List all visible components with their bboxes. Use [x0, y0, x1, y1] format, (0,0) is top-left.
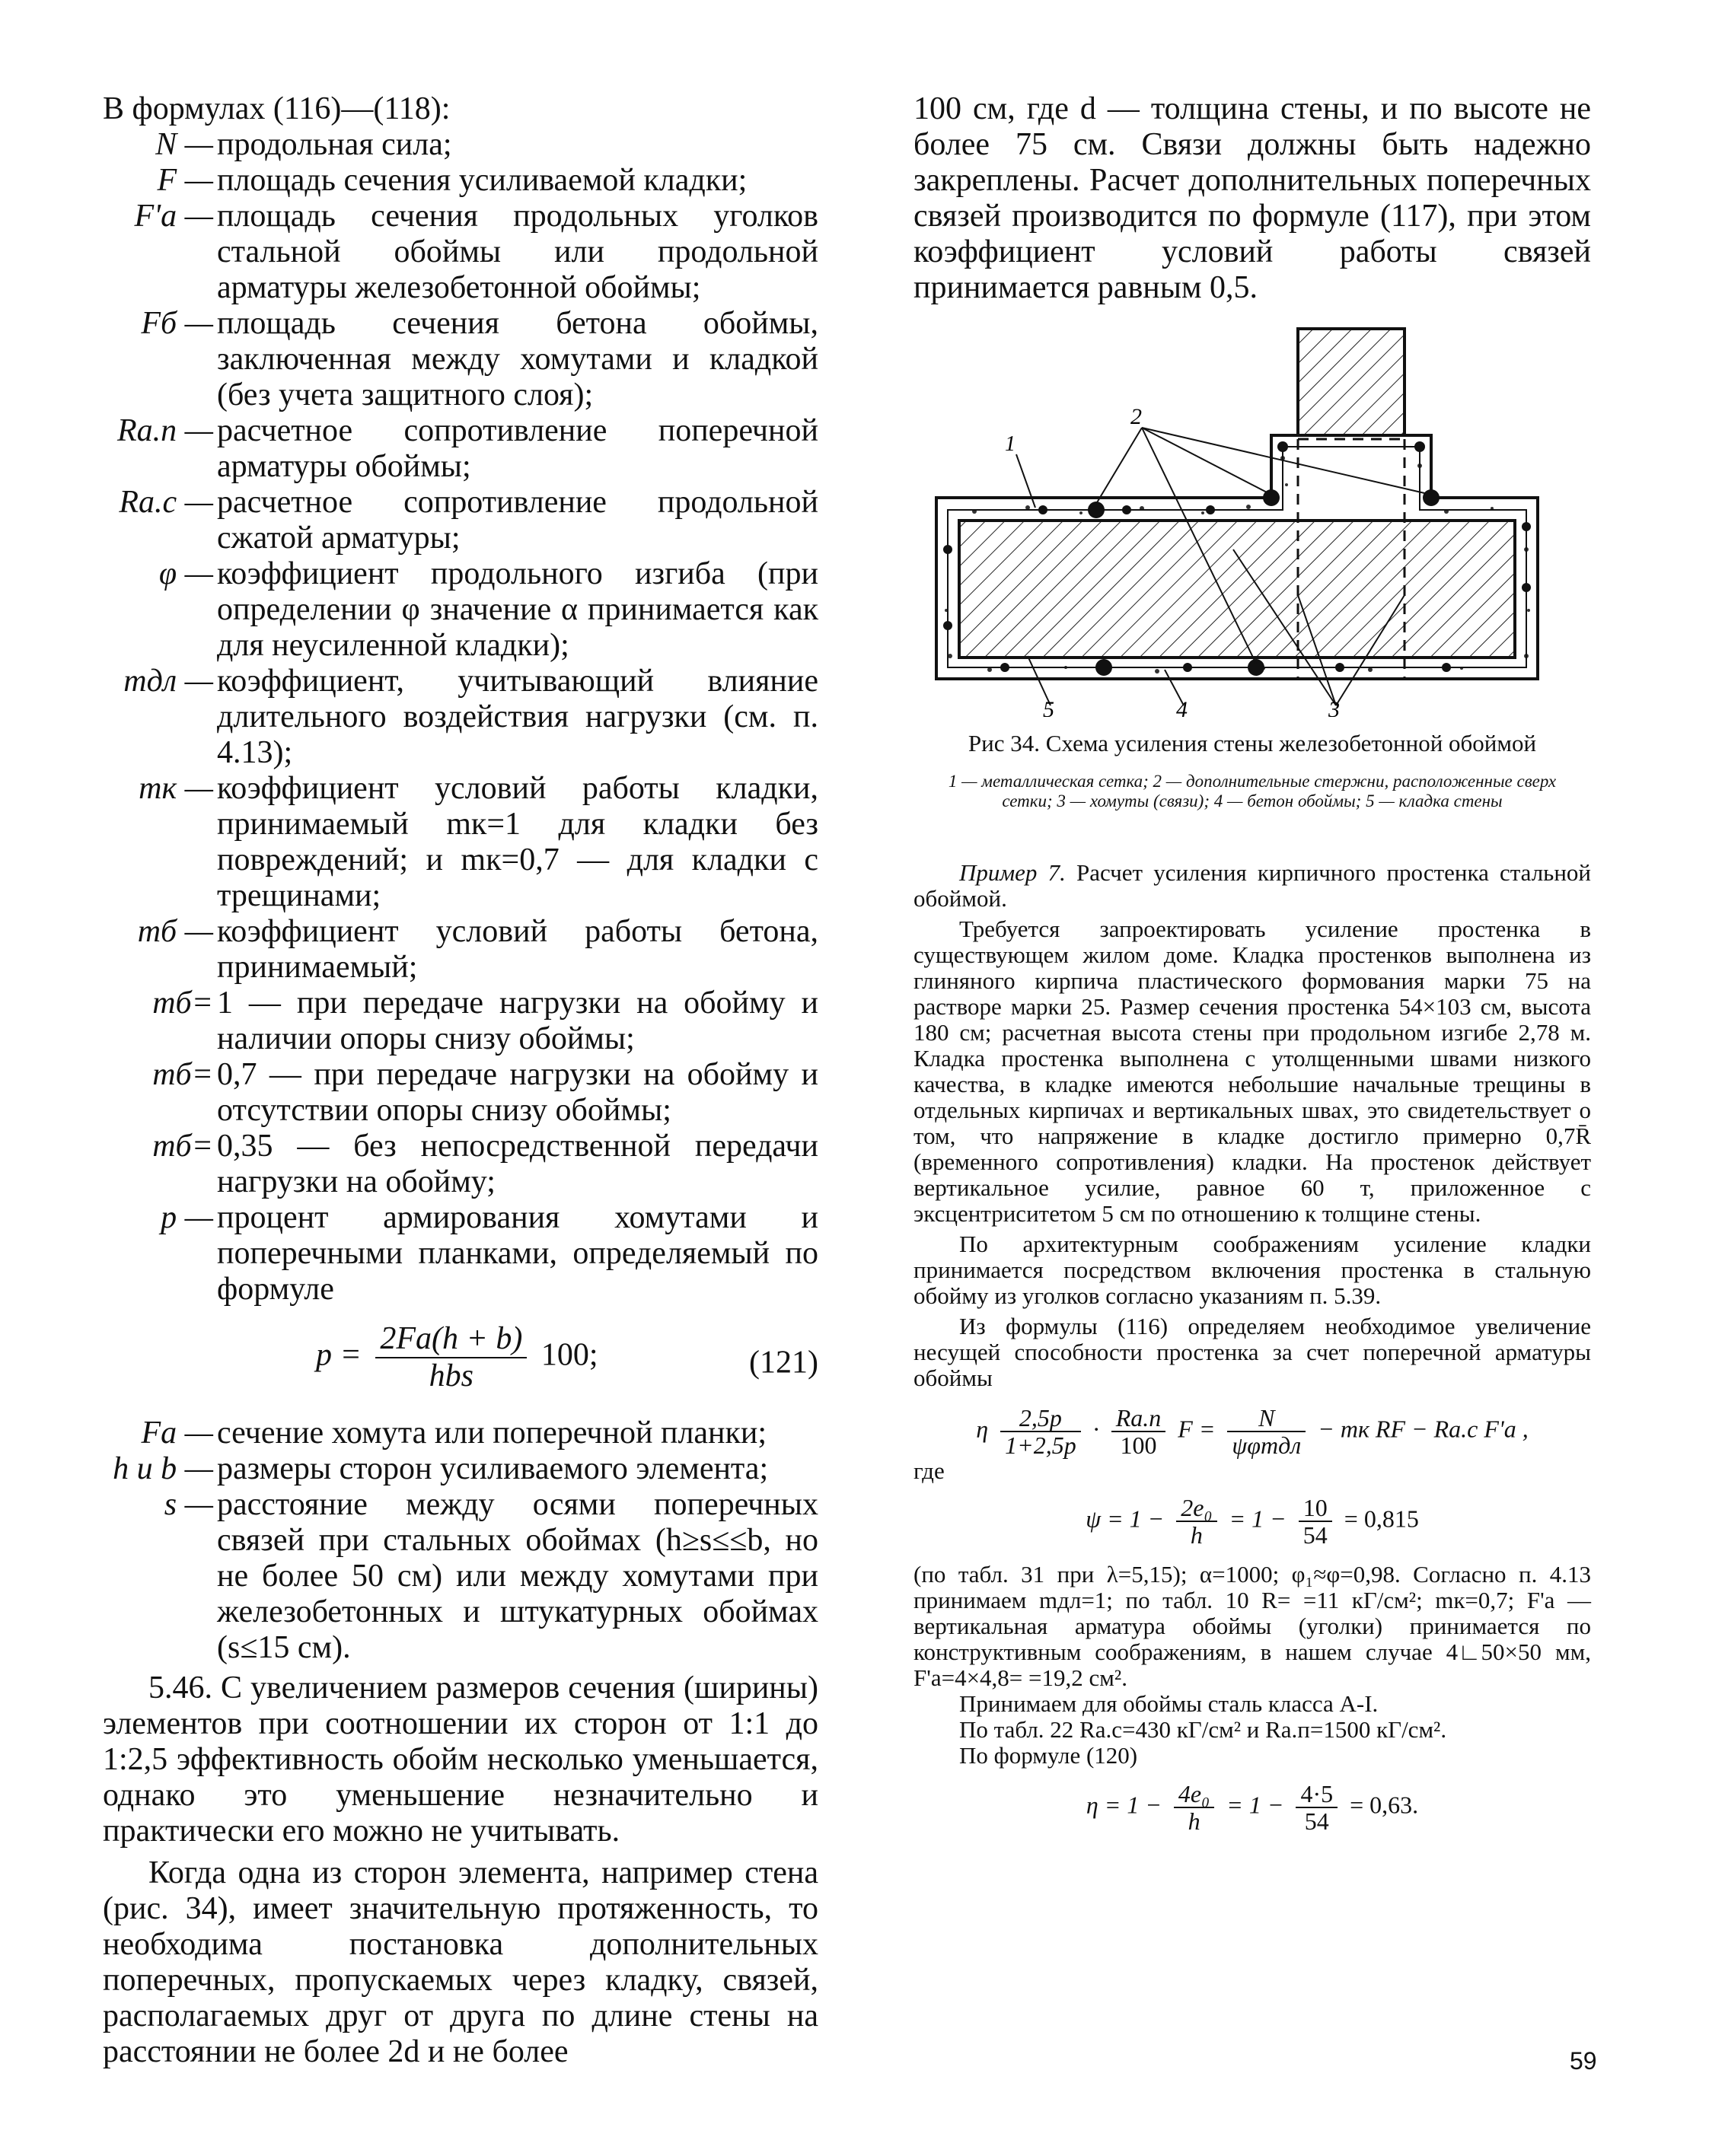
definition-text: сечение хомута или поперечной планки; [217, 1416, 767, 1451]
eq3-mid: = 1 − [1226, 1791, 1284, 1819]
definition-symbol: mб= [152, 1057, 213, 1092]
definition-item [103, 664, 818, 771]
example-block [913, 860, 1591, 1834]
page-number: 59 [1570, 2047, 1597, 2075]
definition-item [103, 914, 818, 986]
definition-item [103, 413, 818, 485]
fig-label-1: 1 [1005, 432, 1016, 456]
eq1-frac2-num: Rа.п [1111, 1405, 1166, 1432]
definition-text: площадь сечения продольных уголков стальной обоймы или продольной арматуры железобетонной обоймы; [217, 199, 818, 305]
eq3-frac1-num: 4e₀ [1174, 1781, 1214, 1808]
formula-121-lhs: p = [316, 1337, 362, 1373]
definition-item [103, 127, 818, 163]
equation-eta [913, 1405, 1591, 1458]
definition-item [103, 1129, 818, 1200]
definition-text: расчетное сопротивление поперечной арматуры обоймы; [217, 413, 818, 484]
fig-label-4: 4 [1176, 697, 1188, 717]
definition-symbol: h и b — [113, 1451, 213, 1486]
definition-symbol: mк — [139, 771, 213, 806]
example-title: Пример 7. [959, 859, 1066, 886]
definitions-list-2 [103, 1416, 818, 1666]
eq2-post: = 0,815 [1344, 1505, 1419, 1533]
eq1-frac3-den: ψφmдл [1232, 1431, 1302, 1459]
table-paragraph: (по табл. 31 при λ=5,15); α=1000; φ₁≈φ=0,98. Согласно п. 4.13 принимаем mдл=1; по табл. 10 R= =11 кГ/см²; mк=0,7; F'а — вертикальная арматура обоймы (уголки) принимается по конструктивным соображениям, в нашем случае 4∟50×50 мм, F'а=4×4,8= =19,2 см². [913, 1561, 1591, 1691]
definition-symbol: F — [157, 163, 213, 198]
definition-symbol: N — [155, 127, 213, 162]
example-paragraph-1: Требуется запроектировать усиление простенка в существующем жилом доме. Кладка простенков выполнена из глиняного кирпича пластического формования марки 75 на растворе марки 25. Размер сечения простенка 54×103 см, высота 180 см; расчетная высота стены при продольном изгибе 2,78 м. Кладка простенка выполнена с утолщенными швами низкого качества, в кладке имеются небольшие начальные трещины в отдельных кирпичах и вертикальных швах, это свидетельствует о том, что напряжение в кладке достигло примерно 0,7R̄ (временного сопротивления) кладки. На простенок действует вертикальное усилие, равное 60 т, приложенное с эксцентриситетом 5 см по отношению к толщине стены. [913, 916, 1591, 1227]
figure-legend: 1 — металлическая сетка; 2 — дополнительные стержни, расположенные сверх сетки; 3 — хомуты (связи); 4 — бетон обоймы; 5 — кладка стены [948, 772, 1557, 810]
eq3-frac1-den: h [1188, 1807, 1200, 1835]
definition-symbol: Fа — [141, 1416, 213, 1451]
fig-label-2: 2 [1130, 404, 1142, 429]
definition-text: размеры сторон усиливаемого элемента; [217, 1451, 769, 1486]
formula-121-number: (121) [749, 1345, 818, 1381]
definition-symbol: p — [161, 1200, 213, 1235]
eq2-pre: ψ = 1 − [1086, 1505, 1165, 1533]
definition-item [103, 771, 818, 914]
example-paragraph-2: По архитектурным соображениям усиление кладки принимается посредством включения простенка в стальную обойму из уголков согласно указаниям п. 5.39. [913, 1231, 1591, 1309]
example-paragraph-3: Из формулы (116) определяем необходимое увеличение несущей способности простенка за счет поперечной арматуры обоймы [913, 1313, 1591, 1391]
definition-text: 1 — при передаче нагрузки на обойму и наличии опоры снизу обоймы; [217, 986, 818, 1056]
definition-symbol: mдл — [123, 664, 213, 699]
where-label: где [913, 1457, 945, 1484]
equation-psi [913, 1495, 1591, 1548]
definition-text: коэффициент, учитывающий влияние длительного воздействия нагрузки (см. п. 4.13); [217, 664, 818, 770]
definition-item [103, 1416, 818, 1451]
definition-text: 0,7 — при передаче нагрузки на обойму и отсутствии опоры снизу обоймы; [217, 1057, 818, 1128]
definition-symbol: mб= [152, 986, 213, 1021]
definition-item [103, 986, 818, 1057]
formula-121-fraction [375, 1321, 527, 1394]
eq1-mid: F = [1178, 1415, 1216, 1443]
definition-text: расстояние между осями поперечных связей при стальных обоймах (h≥s≤≤b, но не более 50 см) или между хомутами при железобетонных и штукатурных обоймах (s≤15 см). [217, 1487, 818, 1665]
definition-item [103, 1487, 818, 1666]
eq3-pre: η = 1 − [1086, 1791, 1162, 1819]
eq3-frac2-den: 54 [1304, 1807, 1329, 1835]
wall-reinforcement-diagram [913, 321, 1591, 717]
eq1-dot: · [1092, 1415, 1099, 1443]
definition-symbol: Fб — [141, 306, 213, 341]
fig-label-3: 3 [1328, 697, 1340, 717]
formula-120-ref: По формуле (120) [959, 1742, 1138, 1769]
right-column [913, 91, 1591, 1834]
definition-text: 0,35 — без непосредственной передачи нагрузки на обойму; [217, 1129, 818, 1199]
definition-item [103, 1200, 818, 1307]
eq2-frac2-den: 54 [1302, 1521, 1328, 1549]
definition-text: коэффициент условий работы бетона, принимаемый; [217, 914, 818, 985]
eq1-frac3-num: N [1227, 1405, 1306, 1432]
steel-class: Принимаем для обоймы сталь класса А-I. [959, 1690, 1379, 1717]
eq3-post: = 0,63. [1350, 1791, 1419, 1819]
fig-label-5: 5 [1043, 697, 1054, 717]
eq1-frac1-den: 1+2,5p [1005, 1431, 1076, 1459]
definition-symbol: F'а — [134, 199, 213, 234]
paragraph-5-46: 5.46. С увеличением размеров сечения (ширины) элементов при соотношении их сторон от 1:1 до 1:2,5 эффективность обойм несколько уменьшается, однако это уменьшение незначительно и практически его можно не учитывать. [103, 1670, 818, 1849]
figure-caption: Рис 34. Схема усиления стены железобетонной обоймой [968, 730, 1537, 756]
definition-text: коэффициент продольного изгиба (при определении φ значение α принимается как для неусиленной кладки); [217, 556, 818, 663]
paragraph-continued: 100 см, где d — толщина стены, и по высоте не более 75 см. Связи должны быть надежно закреплены. Расчет дополнительных поперечных связей производится по формуле (117), при этом коэффициент условий работы связей принимается равным 0,5. [913, 91, 1591, 305]
eq2-frac1-num: 2e₀ [1176, 1495, 1216, 1522]
definition-item [103, 556, 818, 664]
definition-text: площадь сечения усиливаемой кладки; [217, 163, 748, 198]
example-title-rest: Расчет усиления кирпичного простенка стальной обоймой. [913, 859, 1591, 912]
definition-symbol: Rа.п — [117, 413, 213, 448]
definition-symbol: φ — [158, 556, 213, 591]
definition-item [103, 1451, 818, 1487]
table-22: По табл. 22 Rа.с=430 кГ/см² и Rа.п=1500 кГ/см². [959, 1716, 1447, 1743]
definition-symbol: mб= [152, 1129, 213, 1164]
formula-121-num: 2Fа(h + b) [375, 1321, 527, 1358]
formula-121-den: hbs [429, 1358, 474, 1393]
definition-text: коэффициент условий работы кладки, принимаемый mк=1 для кладки без повреждений; и mк=0,7 — для кладки с трещинами; [217, 771, 818, 913]
left-column [103, 91, 818, 2070]
definition-text: продольная сила; [217, 127, 452, 162]
eq2-frac2-num: 10 [1299, 1495, 1332, 1522]
figure-34 [913, 321, 1591, 717]
definition-item [103, 199, 818, 306]
eq2-mid: = 1 − [1229, 1505, 1287, 1533]
eq1-eta: η [976, 1415, 989, 1443]
definition-text: расчетное сопротивление продольной сжатой арматуры; [217, 485, 818, 556]
definition-text: площадь сечения бетона обоймы, заключенная между хомутами и кладкой (без учета защитного слоя); [217, 306, 818, 412]
definition-item [103, 163, 818, 199]
eq3-frac2-num: 4·5 [1296, 1781, 1338, 1808]
definition-item [103, 306, 818, 413]
eq1-post: − mк RF − Rа.с F'а , [1318, 1415, 1529, 1443]
intro-line: В формулах (116)—(118): [103, 91, 451, 126]
eq1-frac2-den: 100 [1120, 1431, 1157, 1459]
paragraph-wall: Когда одна из сторон элемента, например стена (рис. 34), имеет значительную протяженность, то необходима постановка дополнительных поперечных, пропускаемых через кладку, связей, располагаемых друг от друга по длине стены на расстоянии не более 2d и не более [103, 1855, 818, 2069]
definition-item [103, 485, 818, 556]
definition-symbol: s — [164, 1487, 213, 1522]
definition-symbol: Rа.с — [119, 485, 213, 520]
eq2-frac1-den: h [1190, 1521, 1203, 1549]
definitions-list [103, 127, 818, 1307]
definition-item [103, 1057, 818, 1129]
definition-text: процент армирования хомутами и поперечными планками, определяемый по формуле [217, 1200, 818, 1307]
formula-121 [103, 1321, 818, 1405]
definition-symbol: mб — [137, 914, 213, 949]
eq1-frac1-num: 2,5p [1000, 1405, 1081, 1432]
formula-121-rhs: 100; [540, 1337, 598, 1373]
equation-eta-final [913, 1781, 1591, 1834]
